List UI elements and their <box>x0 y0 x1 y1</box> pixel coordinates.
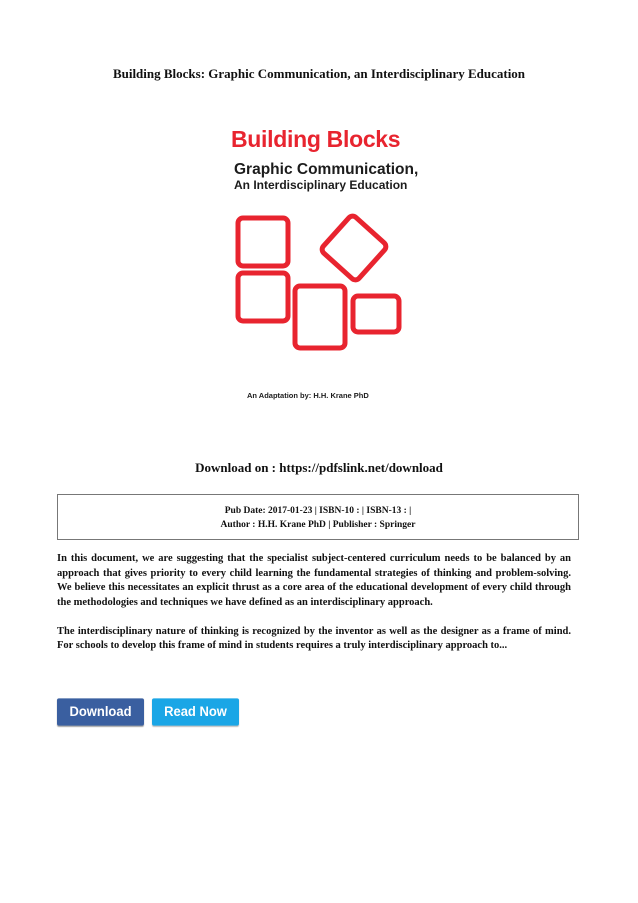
book-description <box>57 552 571 668</box>
cover-title: Building Blocks <box>231 126 401 152</box>
document-title: Building Blocks: Graphic Communication, an Interdisciplinary Education <box>112 66 526 81</box>
download-link-text[interactable]: Download on : https://pdfslink.net/download <box>195 460 443 475</box>
publication-info-box <box>57 494 579 540</box>
block-bottom-middle <box>295 286 345 348</box>
cover-subtitle-line1: Graphic Communication, <box>234 161 419 178</box>
cover-subtitle-line2: An Interdisciplinary Education <box>234 178 408 192</box>
description-paragraph-1: In this document, we are suggesting that the specialist subject-centered curriculum needs to be balanced by an approach that gives priority to every child learning the fundamental strategies of thinking and problem-solving. We believe this necessitates an explicit thrust as a core area of the educational development of every child through the methodologies and techniques we have defined as an interdisciplinary approach. <box>57 553 571 608</box>
block-top-left <box>238 218 288 266</box>
book-cover <box>206 98 430 418</box>
read-now-button[interactable]: Read Now <box>152 698 239 725</box>
building-blocks-illustration <box>206 98 430 418</box>
pub-info-line: Pub Date: 2017-01-23 | ISBN-10 : | ISBN-13 : | <box>224 506 412 516</box>
description-paragraph-2: The interdisciplinary nature of thinking is recognized by the inventor as well as the designer as a frame of mind. For schools to develop this frame of mind in students requires a truly interdisciplinary approach to... <box>57 625 571 651</box>
block-bottom-right <box>353 296 399 332</box>
cover-adaptation-credit: An Adaptation by: H.H. Krane PhD <box>247 391 369 400</box>
block-bottom-left <box>238 273 288 321</box>
block-tilted <box>320 214 388 282</box>
download-button[interactable]: Download <box>57 698 144 725</box>
author-publisher-line: Author : H.H. Krane PhD | Publisher : Springer <box>220 520 416 530</box>
